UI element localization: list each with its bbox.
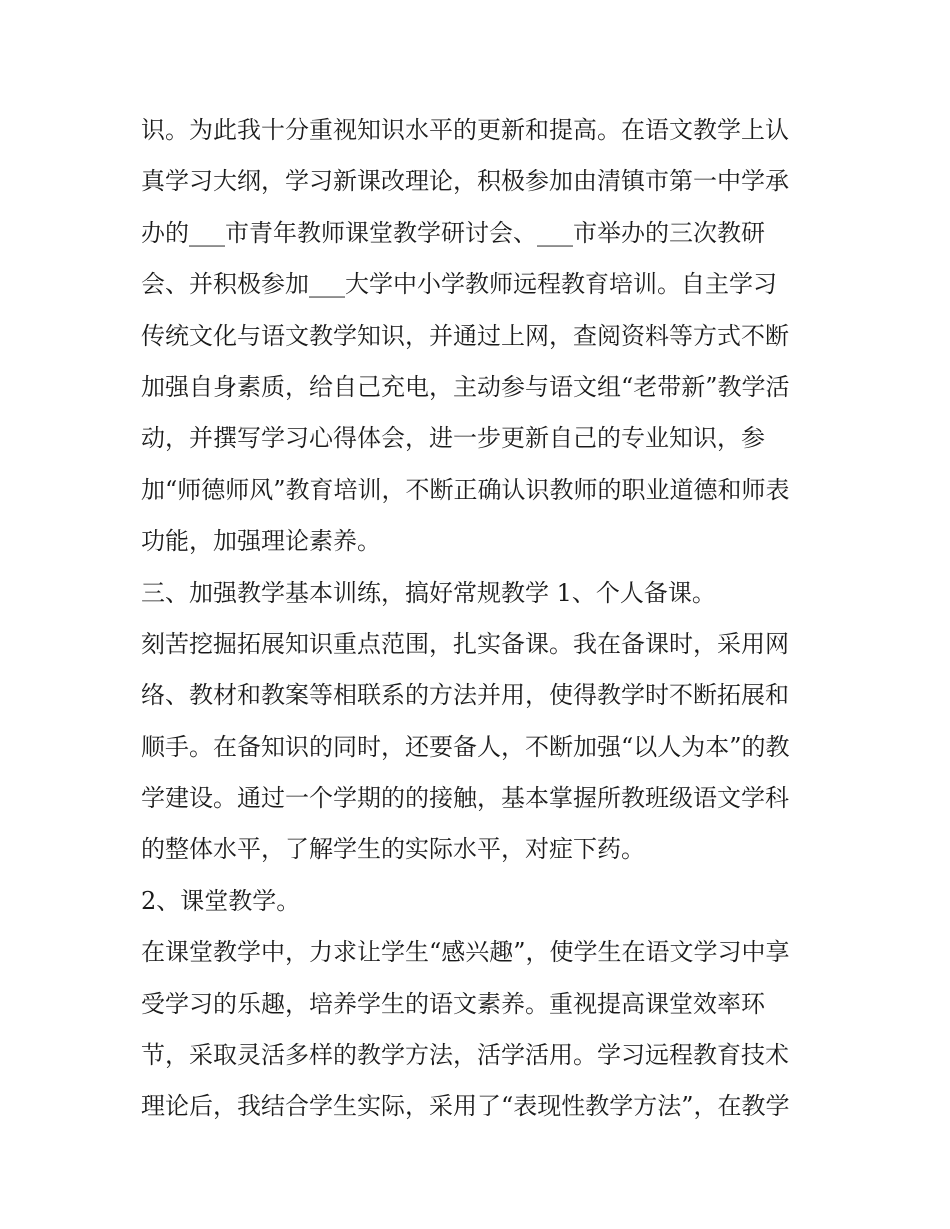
text-line: 受学习的乐趣，培养学生的语文素养。重视提高课堂效率环 — [141, 989, 765, 1018]
text-line: 顺手。在备知识的同时，还要备人，不断加强“以人为本”的教 — [141, 732, 790, 761]
text-line: 识。为此我十分重视知识水平的更新和提高。在语文教学上认 — [141, 116, 789, 144]
text-line: 节，采取灵活多样的教学方法，活学活用。学习远程教育技术 — [141, 1041, 789, 1070]
text-line: 办的___市青年教师课堂教学研讨会、___市举办的三次教研 — [141, 218, 765, 247]
section-heading: 三、加强教学基本训练，搞好常规教学 1、个人备课。 — [141, 578, 716, 607]
subsection-heading: 2、课堂教学。 — [141, 886, 301, 915]
text-line: 刻苦挖掘拓展知识重点范围，扎实备课。我在备课时，采用网 — [141, 629, 789, 658]
text-line: 理论后，我结合学生实际，采用了“表现性教学方法”，在教学 — [141, 1092, 790, 1121]
text-line: 加“师德师风”教育培训，不断正确认识教师的职业道德和师表 — [141, 475, 790, 504]
text-line: 真学习大纲，学习新课改理论，积极参加由清镇市第一中学承 — [141, 167, 789, 196]
text-line: 在课堂教学中，力求让学生“感兴趣”，使学生在语文学习中享 — [141, 938, 790, 967]
text-line: 络、教材和教案等相联系的方法并用，使得教学时不断拓展和 — [141, 681, 789, 710]
text-line: 加强自身素质，给自己充电，主动参与语文组“老带新”教学活 — [141, 372, 790, 401]
text-line: 的整体水平，了解学生的实际水平，对症下药。 — [141, 835, 645, 864]
text-line: 功能，加强理论素养。 — [141, 527, 381, 556]
text-line: 动，并撰写学习心得体会，进一步更新自己的专业知识，参 — [141, 424, 765, 453]
text-line: 学建设。通过一个学期的的接触，基本掌握所教班级语文学科 — [141, 784, 789, 813]
text-line: 会、并积极参加___大学中小学教师远程教育培训。自主学习 — [141, 270, 777, 299]
text-line: 传统文化与语文教学知识，并通过上网，查阅资料等方式不断 — [141, 321, 789, 350]
body-text — [141, 105, 821, 1133]
